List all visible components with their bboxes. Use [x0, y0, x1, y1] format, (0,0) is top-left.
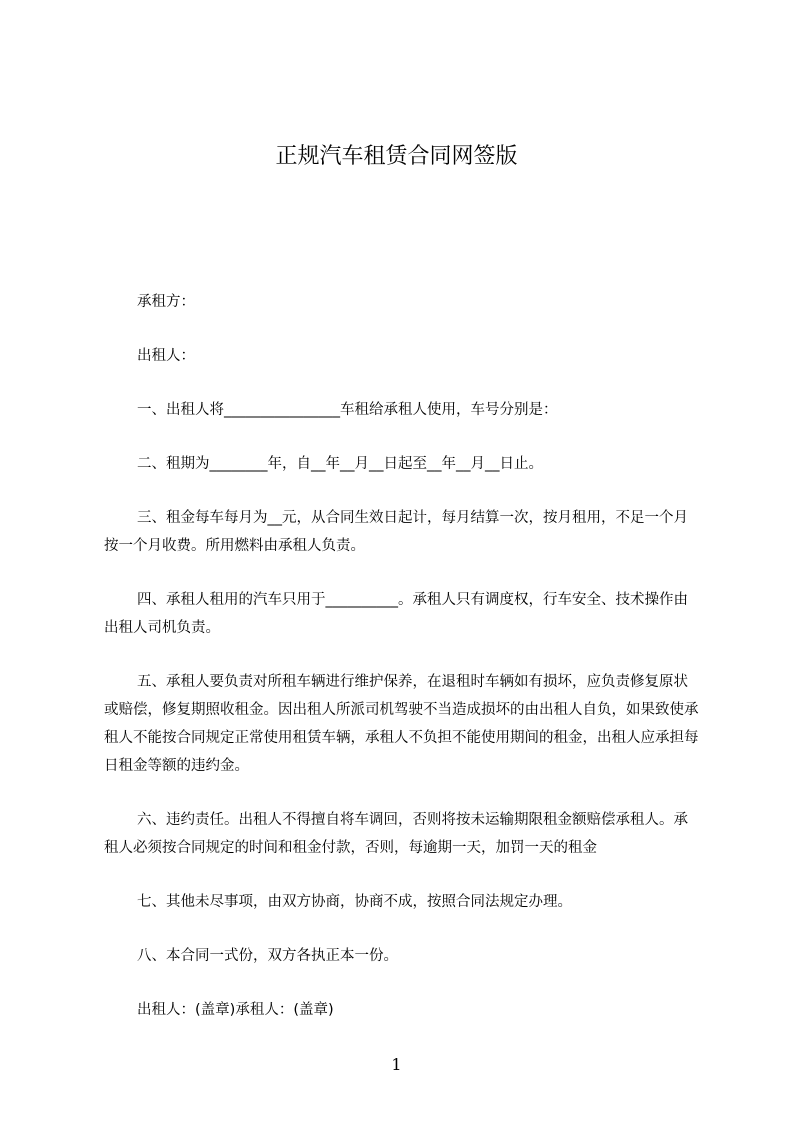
paragraph-signatures: 出租人：(盖章)承租人：(盖章) — [137, 1002, 334, 1018]
paragraph-clause-3: 三、租金每车每月为__元，从合同生效日起计，每月结算一次，按月租用，不足一个月按一个月收费。所用燃料由承租人负责。 — [104, 510, 688, 554]
paragraph-clause-5: 五、承租人要负责对所租车辆进行维护保养，在退租时车辆如有损坏，应负责修复原状或赔偿，修复期照收租金。因出租人所派司机驾驶不当造成损坏的由出租人自负，如果致使承租人不能按合同规定正常使用租赁车辆，承租人不负担不能使用期间的租金，出租人应承担每日租金等额的违约金。 — [104, 674, 699, 774]
paragraph-clause-8: 八、本合同一式份，双方各执正本一份。 — [137, 948, 398, 964]
paragraph-clause-2: 二、租期为________年，自__年__月__日起至__年__月__日止。 — [137, 456, 543, 472]
paragraph-lessor: 出租人： — [137, 348, 195, 364]
document-body — [104, 288, 700, 1050]
paragraph-lessee: 承租方： — [137, 294, 195, 310]
page-number: 1 — [391, 1055, 402, 1074]
paragraph-clause-1: 一、出租人将________________车租给承租人使用，车号分别是： — [137, 402, 558, 418]
paragraph-clause-6: 六、违约责任。出租人不得擅自将车调回，否则将按未运输期限租金额赔偿承租人。承租人必须按合同规定的时间和租金付款，否则，每逾期一天，加罚一天的租金 — [104, 812, 688, 856]
paragraph-clause-4: 四、承租人租用的汽车只用于__________。承租人只有调度权，行车安全、技术操作由出租人司机负责。 — [104, 592, 688, 636]
document-title: 正规汽车租赁合同网签版 — [275, 144, 518, 169]
paragraph-clause-7: 七、其他未尽事项，由双方协商，协商不成，按照合同法规定办理。 — [137, 894, 572, 910]
